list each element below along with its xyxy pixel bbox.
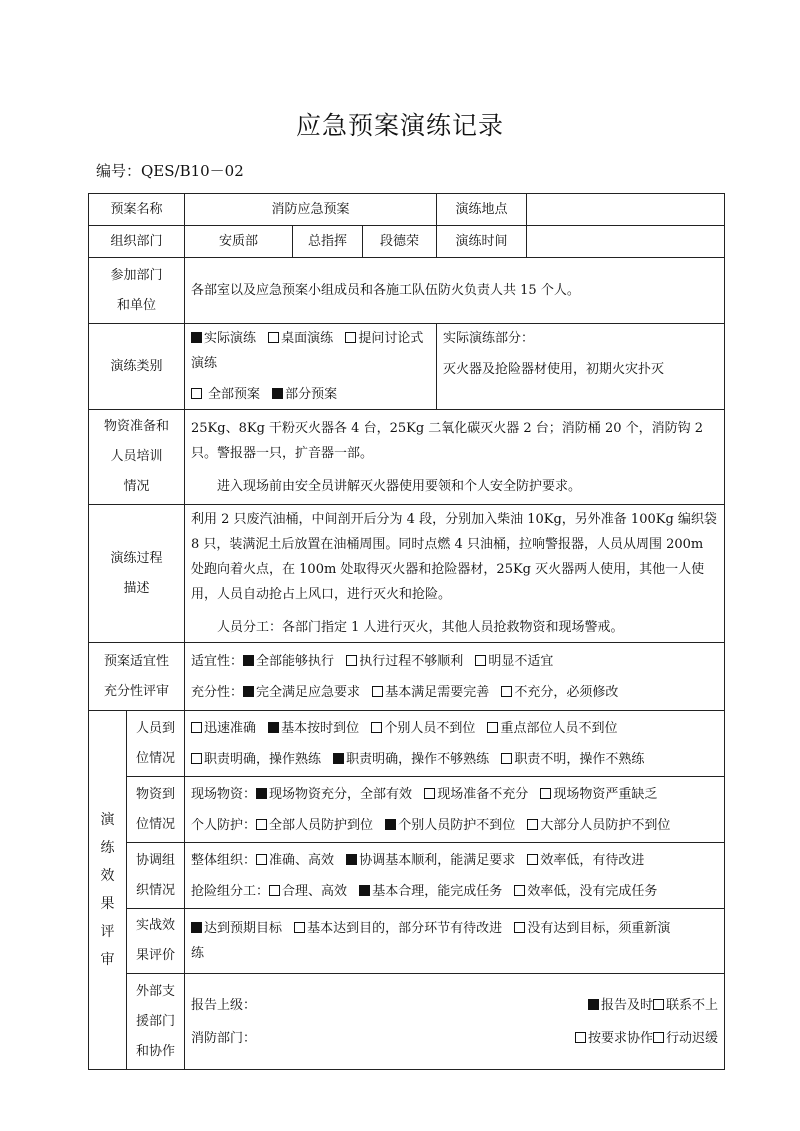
checkbox[interactable] <box>575 1032 586 1043</box>
plan-name-value: 消防应急预案 <box>185 194 437 226</box>
coordination-label: 协调组 织情况 <box>127 843 185 909</box>
drill-time-value <box>527 226 725 258</box>
checkbox[interactable] <box>268 332 279 343</box>
checkbox[interactable] <box>501 686 512 697</box>
checkbox-checked[interactable] <box>243 686 254 697</box>
checkbox-checked[interactable] <box>256 788 267 799</box>
checkbox[interactable] <box>487 722 498 733</box>
document-title: 应急预案演练记录 <box>295 111 504 140</box>
checkbox-checked[interactable] <box>359 885 370 896</box>
materials-label: 物资准备和 人员培训 情况 <box>89 410 185 505</box>
participants-text: 各部室以及应急预案小组成员和各施工队伍防火负责人共 15 个人。 <box>185 258 725 324</box>
drill-time-label: 演练时间 <box>437 226 527 258</box>
coordination-options: 整体组织： 准确、高效 协调基本顺利，能满足要求 效率低，有待改进 抢险组分工： 合理、高效 基本合理，能完成任务 效率低，没有完成任务 <box>185 843 725 909</box>
review-label: 预案适宜性 充分性评审 <box>89 643 185 711</box>
checkbox[interactable] <box>514 885 525 896</box>
material-arrival-label: 物资到 位情况 <box>127 777 185 843</box>
checkbox[interactable] <box>514 922 525 933</box>
org-dept-label: 组织部门 <box>89 226 185 258</box>
staff-arrival-label: 人员到 位情况 <box>127 711 185 777</box>
effect-label: 实战效 果评价 <box>127 909 185 974</box>
drill-type-options: 实际演练 桌面演练 提问讨论式 演练 全部预案 部分预案 <box>185 324 437 410</box>
plan-name-label: 预案名称 <box>89 194 185 226</box>
checkbox[interactable] <box>256 819 267 830</box>
checkbox[interactable] <box>345 332 356 343</box>
process-label: 演练过程 描述 <box>89 505 185 643</box>
checkbox[interactable] <box>294 922 305 933</box>
checkbox-checked[interactable] <box>243 655 254 666</box>
checkbox[interactable] <box>475 655 486 666</box>
checkbox[interactable] <box>191 388 202 399</box>
effect-options: 达到预期目标 基本达到目的，部分环节有待改进 没有达到目标，须重新演 练 <box>185 909 725 974</box>
checkbox-checked[interactable] <box>385 819 396 830</box>
checkbox[interactable] <box>191 753 202 764</box>
drill-record-table <box>88 193 725 1070</box>
drill-type-label: 演练类别 <box>89 324 185 410</box>
checkbox-checked[interactable] <box>272 388 283 399</box>
review-options: 适宜性： 全部能够执行 执行过程不够顺利 明显不适宜 充分性： 完全满足应急要求 基本满足需要完善 不充分，必须修改 <box>185 643 725 711</box>
checkbox[interactable] <box>527 854 538 865</box>
checkbox-checked[interactable] <box>191 922 202 933</box>
staff-arrival-options: 迅速准确 基本按时到位 个别人员不到位 重点部位人员不到位 职责明确，操作熟练 职责明确，操作不够熟练 职责不明，操作不熟练 <box>185 711 725 777</box>
commander-label: 总指挥 <box>293 226 363 258</box>
checkbox-checked[interactable] <box>333 753 344 764</box>
participants-label: 参加部门 和单位 <box>89 258 185 324</box>
checkbox[interactable] <box>191 722 202 733</box>
checkbox[interactable] <box>371 722 382 733</box>
commander-value: 段德荣 <box>363 226 437 258</box>
checkbox-checked[interactable] <box>191 332 202 343</box>
checkbox[interactable] <box>372 686 383 697</box>
drill-location-label: 演练地点 <box>437 194 527 226</box>
drill-part: 实际演练部分： 灭火器及抢险器材使用，初期火灾扑灭 <box>437 324 725 410</box>
materials-text: 25Kg、8Kg 干粉灭火器各 4 台，25Kg 二氧化碳灭火器 2 台；消防桶 20 个，消防钩 2 只。警报器一只，扩音器一部。 进入现场前由安全员讲解灭火器使用要领和个人安全防护要求。 <box>185 410 725 505</box>
checkbox-checked[interactable] <box>588 999 599 1010</box>
material-arrival-options: 现场物资： 现场物资充分，全部有效 现场准备不充分 现场物资严重缺乏 个人防护： 全部人员防护到位 个别人员防护不到位 大部分人员防护不到位 <box>185 777 725 843</box>
checkbox[interactable] <box>527 819 538 830</box>
checkbox[interactable] <box>346 655 357 666</box>
org-dept-value: 安质部 <box>185 226 293 258</box>
external-support-options: 报告上级： 报告及时 联系不上 消防部门： 按要求协作 行动迟缓 <box>185 974 725 1070</box>
evaluation-label: 演 练 效 果 评 审 <box>89 711 127 1070</box>
drill-location-value <box>527 194 725 226</box>
checkbox[interactable] <box>424 788 435 799</box>
document-code: 编号：QES/B10－02 <box>96 162 244 180</box>
checkbox-checked[interactable] <box>268 722 279 733</box>
checkbox[interactable] <box>501 753 512 764</box>
external-support-label: 外部支 援部门 和协作 <box>127 974 185 1070</box>
checkbox[interactable] <box>653 1032 664 1043</box>
checkbox[interactable] <box>256 854 267 865</box>
process-text: 利用 2 只废汽油桶，中间剖开后分为 4 段，分别加入柴油 10Kg，另外准备 100Kg 编织袋 8 只，装满泥土后放置在油桶周围。同时点燃 4 只油桶，拉响警报器，人员从周围 200m 处跑向着火点，在 100m 处取得灭火器和抢险器材，25Kg 灭火器两人使用，其他一人使用，人员自动抢占上风口，进行灭火和抢险。 人员分工：各部门指定 1 人进行灭火，其他人员抢救物资和现场警戒。 <box>185 505 725 643</box>
checkbox[interactable] <box>540 788 551 799</box>
checkbox[interactable] <box>653 999 664 1010</box>
checkbox[interactable] <box>269 885 280 896</box>
checkbox-checked[interactable] <box>346 854 357 865</box>
